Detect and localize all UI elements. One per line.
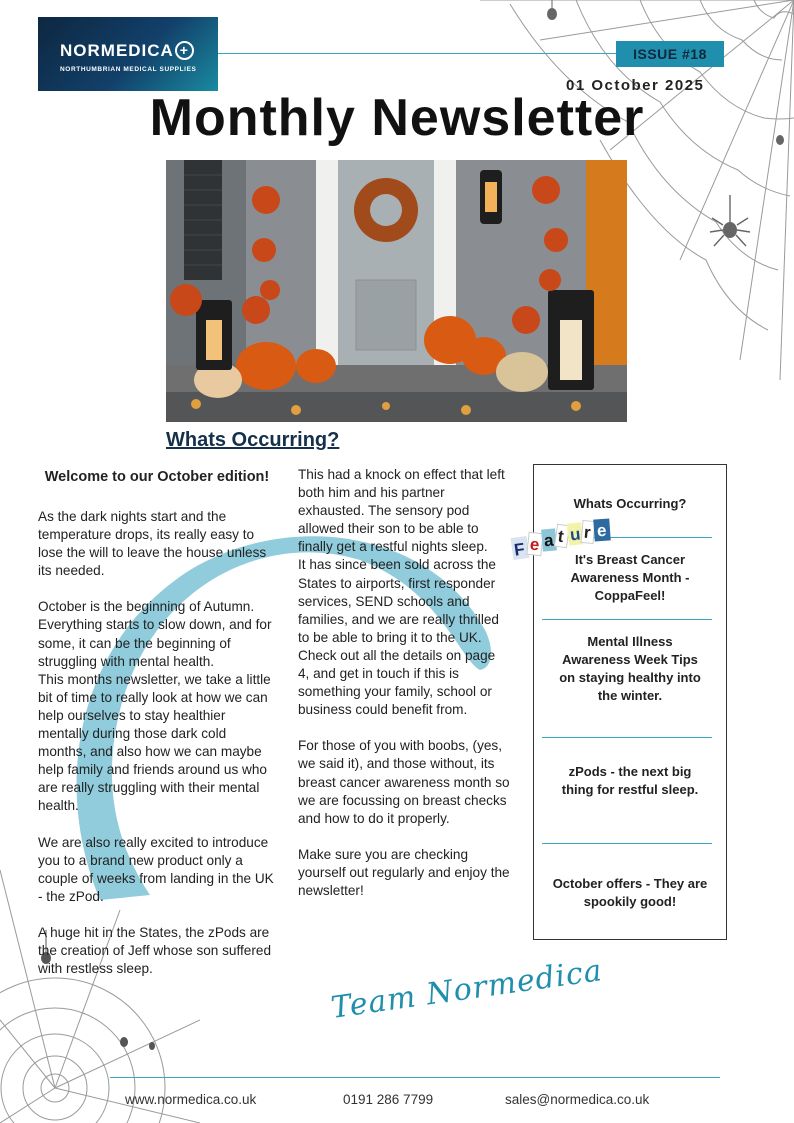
footer-email-link[interactable]: sales@normedica.co.uk — [505, 1092, 650, 1107]
paragraph: October is the beginning of Autumn. Everything starts to slow down, and for some, it can be the beginning of struggling with mental health. — [38, 599, 272, 669]
paragraph: This months newsletter, we take a little bit of time to really look at how we can help ourselves to stay healthier mentally during those dark cold months, and also how we can maybe help family and friends around us who are really struggling with their mental health. — [38, 671, 271, 814]
footer-phone[interactable]: 0191 286 7799 — [343, 1092, 434, 1107]
sidebar-item-zpods: zPods - the next big thing for restful sleep. — [561, 764, 699, 797]
paragraph: Make sure you are checking yourself out regularly and enjoy the newsletter! — [298, 846, 510, 898]
footer-divider-line — [110, 1077, 720, 1078]
svg-text:e: e — [528, 534, 541, 555]
paragraph: It has since been sold across the States to airports, first responder services, SEND schools and families, and we are really thrilled to be able to bring it to the UK. — [298, 557, 499, 645]
paragraph: For those of you with boobs, (yes, we said it), and those without, its breast cancer awareness month so we are focussing on breast checks and how to do it properly. — [298, 738, 510, 826]
issue-date: 01 October 2025 — [566, 77, 705, 94]
middle-column — [298, 466, 510, 900]
normedica-logo — [38, 17, 218, 91]
issue-badge: ISSUE #18 — [616, 41, 724, 67]
sidebar-divider — [542, 619, 712, 620]
welcome-heading: Welcome to our October edition! — [44, 469, 270, 485]
autumn-porch-photo — [166, 160, 627, 422]
paragraph: A huge hit in the States, the zPods are the creation of Jeff whose son suffered with restless sleep. — [38, 924, 272, 977]
paragraph: We are also really excited to introduce you to a brand new product only a couple of weeks from landing in the UK - the zPod. — [38, 834, 274, 904]
svg-text:e: e — [596, 520, 608, 541]
feature-badge — [510, 515, 620, 567]
sidebar-item-october-offers: October offers - They are spookily good! — [552, 876, 708, 909]
sidebar-item-breast-cancer: It's Breast Cancer Awareness Month - CoppaFeel! — [570, 552, 690, 603]
svg-text:a: a — [543, 530, 555, 551]
svg-text:t: t — [556, 526, 565, 547]
svg-text:u: u — [569, 524, 582, 545]
sidebar-item-whats-occurring: Whats Occurring? — [573, 496, 687, 511]
svg-text:F: F — [512, 539, 526, 560]
page-title: Monthly Newsletter — [149, 89, 645, 147]
paragraph: Check out all the details on page 4, and get in touch if this is something your family, school or business could benefit from. — [298, 647, 496, 718]
paragraph: As the dark nights start and the temperature drops, its really easy to lose the will to leave the house unless its needed. — [38, 509, 267, 579]
header-divider-line — [218, 53, 616, 54]
paragraph: This had a knock on effect that left both him and his partner exhausted. The sensory pod allowed their son to be able to finally get a restful nights sleep. — [298, 467, 505, 555]
plus-circle-icon: + — [175, 41, 194, 60]
left-column — [38, 467, 276, 978]
sidebar-item-mental-illness: Mental Illness Awareness Week Tips on staying healthy into the winter. — [559, 634, 701, 703]
brand-subtitle: NORTHUMBRIAN MEDICAL SUPPLIES — [60, 66, 197, 73]
sidebar-divider — [542, 737, 712, 738]
footer-website-link[interactable]: www.normedica.co.uk — [125, 1092, 257, 1107]
brand-name: NORMEDICA — [60, 41, 174, 60]
signature: Team Normedica — [328, 953, 605, 1026]
sidebar-divider — [542, 843, 712, 844]
svg-text:r: r — [583, 522, 592, 543]
section-heading: Whats Occurring? — [166, 429, 340, 451]
